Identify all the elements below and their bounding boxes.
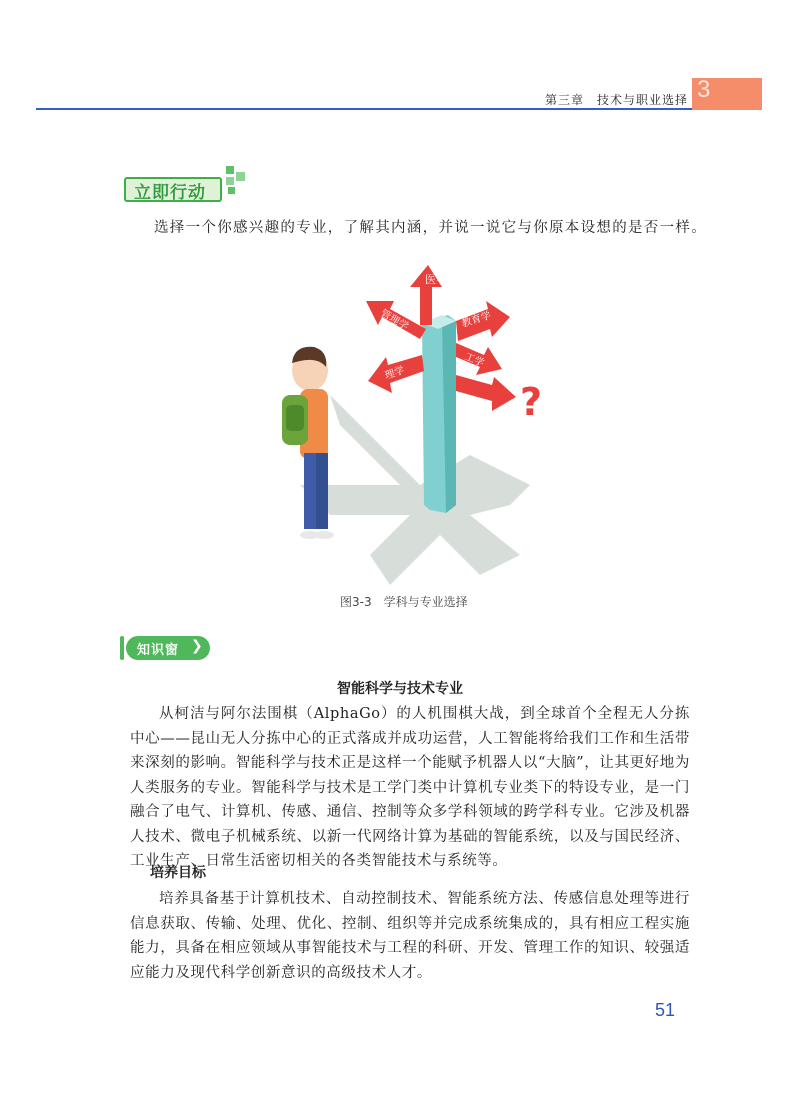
knowledge-label: 知识窗: [137, 643, 180, 658]
boy-figure: [282, 347, 334, 539]
figure-caption: 图3-3 学科与专业选择: [340, 595, 468, 609]
decor-square: [236, 172, 245, 181]
decor-square: [226, 166, 234, 174]
ground-shadow: [300, 395, 530, 585]
chapter-number: 3: [697, 76, 711, 103]
article-title: 智能科学与技术专业: [337, 681, 463, 697]
svg-text:医学: 医学: [425, 273, 447, 286]
svg-text:管理学: 管理学: [378, 308, 410, 333]
sign-arrow-engineering: [456, 343, 502, 375]
action-prompt: 选择一个你感兴趣的专业，了解其内涵，并说一说它与你原本设想的是否一样。: [154, 220, 707, 236]
knowledge-badge-bar: [120, 636, 124, 660]
chapter-title: 第三章 技术与职业选择: [544, 93, 688, 107]
action-title: 立即行动: [134, 183, 206, 203]
sign-arrow-management: [366, 301, 426, 339]
article-paragraph: 从柯洁与阿尔法围棋（AlphaGo）的人机围棋大战，到全球首个全程无人分拣中心——昆山无人分拣中心的正式落成并成功运营，人工智能将给我们工作和生活带来深刻的影响。智能科学与技术正是这样一个能赋予机器人以“大脑”，让其更好地为人类服务的专业。智能科学与技术是工学门类中计算机专业类下的特设专业，是一门融合了电气、计算机、传感、通信、控制等众多学科领域的跨学科专业。它涉及机器人技术、微电子机械系统、以新一代网络计算为基础的智能系统，以及与国民经济、工业生产、日常生活密切相关的各类智能技术与系统等。: [130, 706, 690, 869]
page-number: 51: [655, 1000, 676, 1020]
illustration-signpost: [270, 255, 560, 585]
chevron-right-icon: ❯: [191, 638, 203, 654]
question-mark: ?: [520, 380, 543, 424]
article-subheading: 培养目标: [150, 865, 206, 881]
sign-arrow-unknown: [456, 375, 516, 411]
sign-arrow-education: [456, 301, 510, 341]
svg-text:教育学: 教育学: [460, 310, 493, 330]
decor-square: [228, 187, 235, 194]
svg-text:工学: 工学: [462, 351, 486, 370]
article-paragraph: 培养具备基于计算机技术、自动控制技术、智能系统方法、传感信息处理等进行信息获取、传输、处理、优化、控制、组织等并完成系统集成的，具有相应工程实施能力，具备在相应领域从事智能技术与工程的科研、开发、管理工作的知识、较强适应能力及现代科学创新意识的高级技术人才。: [130, 891, 690, 981]
decor-square: [226, 177, 234, 185]
svg-text:理学: 理学: [383, 365, 406, 382]
sign-arrow-science: [368, 355, 424, 393]
header-rule: [36, 108, 742, 110]
